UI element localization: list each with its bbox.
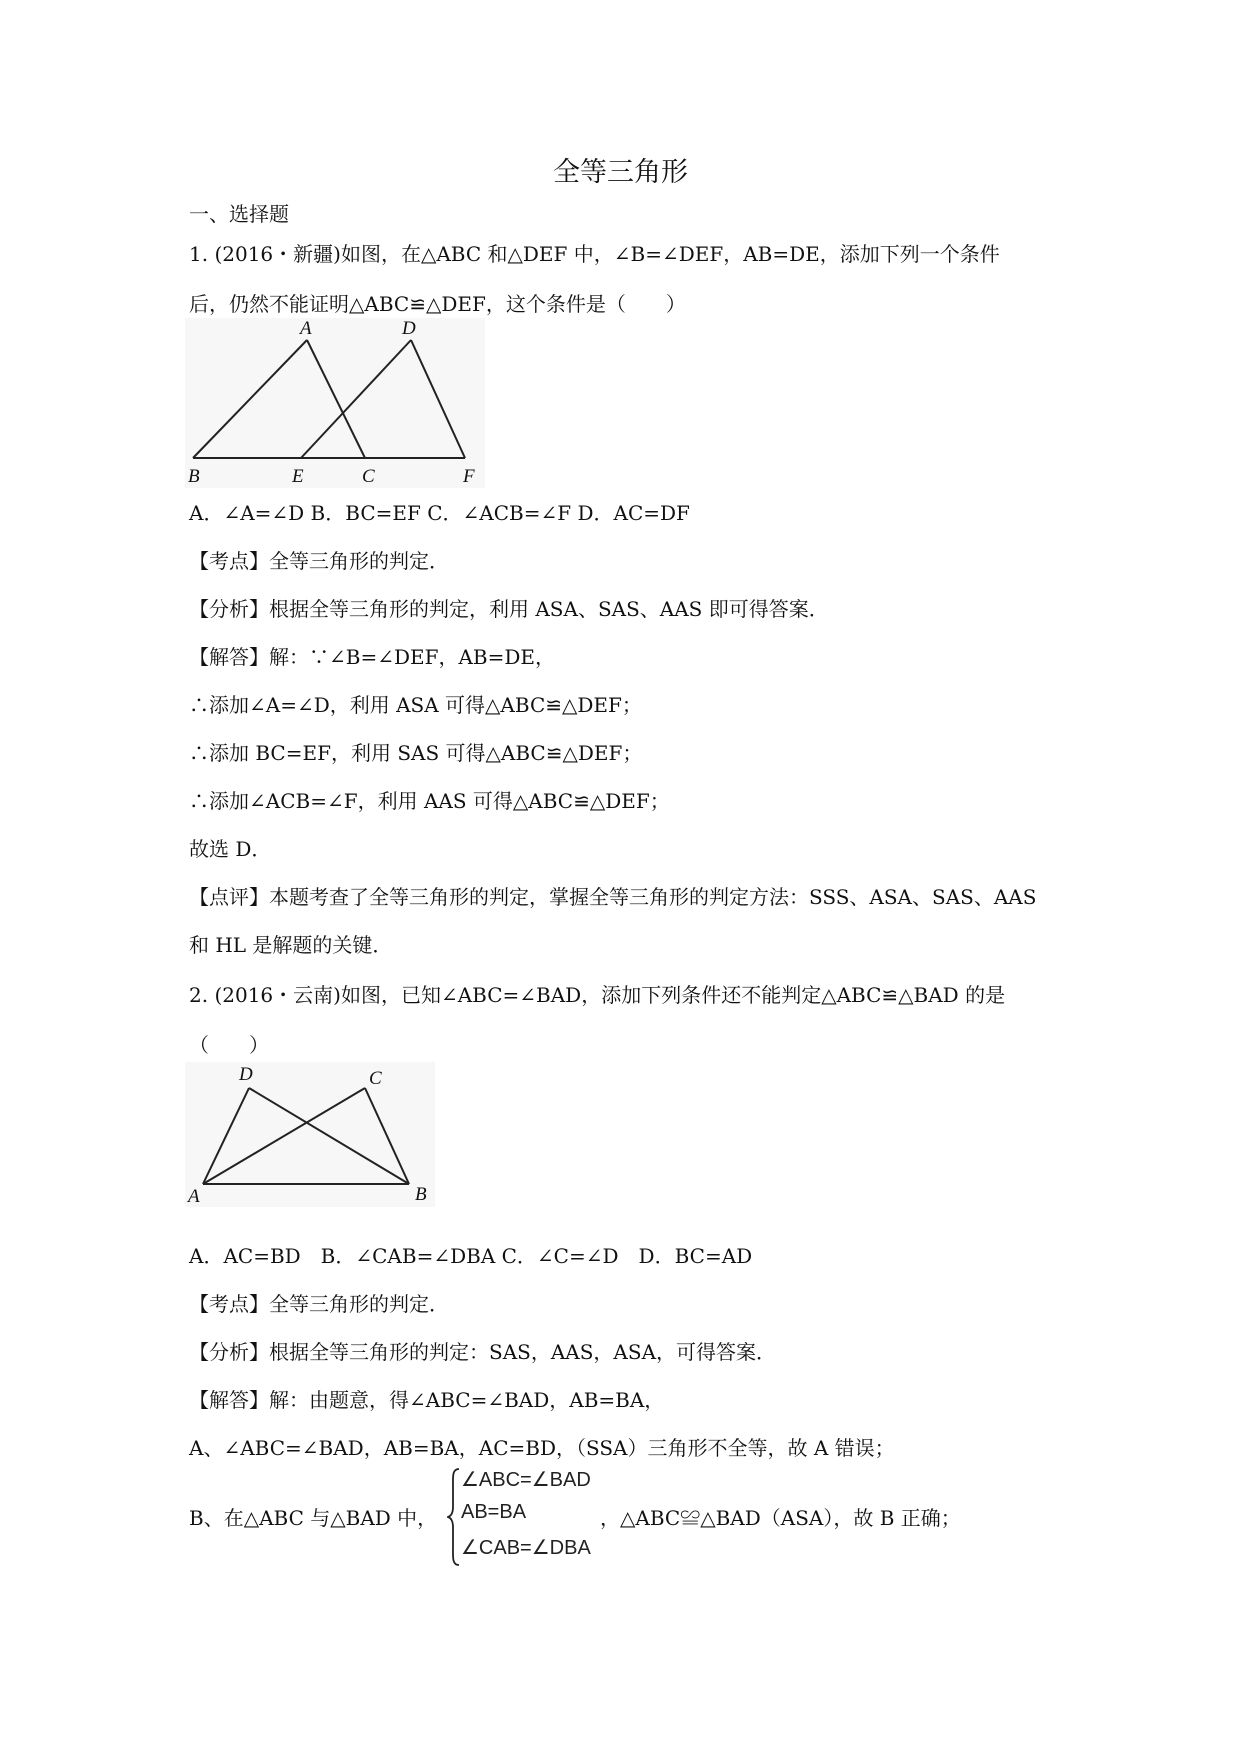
- q2-system-row-2: AB=BA: [461, 1501, 527, 1523]
- q2-line-b-suffix: ，△ABC≌△BAD（ASA），故 B 正确；: [600, 1506, 961, 1530]
- q2-line-b-prefix: B、在△ABC 与△BAD 中，: [189, 1506, 438, 1530]
- q2-system-row-1: ∠ABC=∠BAD: [461, 1469, 591, 1491]
- q2-system-row-3: ∠CAB=∠DBA: [461, 1537, 591, 1559]
- q2-label-d: D: [239, 1064, 253, 1085]
- q1-label-e: E: [292, 466, 304, 487]
- q1-fenxi: 【分析】根据全等三角形的判定，利用 ASA、SAS、AAS 即可得答案．: [189, 597, 829, 621]
- q2-stem-line1: 2. (2016・云南)如图，已知∠ABC=∠BAD，添加下列条件还不能判定△ABC≌△BAD 的是: [189, 983, 1006, 1007]
- page-title: 全等三角形: [553, 157, 688, 188]
- q1-label-b: B: [188, 466, 200, 487]
- q1-label-f: F: [463, 466, 475, 487]
- q1-stem-line2: 后，仍然不能证明△ABC≌△DEF，这个条件是（ ）: [189, 292, 686, 316]
- q1-jieda: 【解答】解：∵∠B=∠DEF，AB=DE，: [189, 645, 556, 669]
- q2-equation-system: [447, 1467, 597, 1567]
- q1-dianping-line1: 【点评】本题考查了全等三角形的判定，掌握全等三角形的判定方法：SSS、ASA、SAS、AAS: [189, 885, 1037, 909]
- section-heading: 一、选择题: [189, 202, 289, 226]
- q1-figure: [185, 318, 485, 488]
- q2-label-a: A: [188, 1186, 200, 1207]
- q2-line-a: A、∠ABC=∠BAD，AB=BA，AC=BD，（SSA）三角形不全等，故 A 错误；: [189, 1436, 895, 1460]
- q1-step-3: ∴添加∠ACB=∠F，利用 AAS 可得△ABC≌△DEF；: [189, 789, 670, 813]
- q1-dianping-line2: 和 HL 是解题的关键．: [189, 933, 393, 957]
- q2-figure: [185, 1062, 435, 1207]
- q1-options: A．∠A=∠D B．BC=EF C．∠ACB=∠F D．AC=DF: [189, 501, 690, 525]
- q1-stem-line1: 1. (2016・新疆)如图，在△ABC 和△DEF 中，∠B=∠DEF，AB=DE，添加下列一个条件: [189, 242, 1000, 266]
- q2-kaodian: 【考点】全等三角形的判定．: [189, 1292, 449, 1316]
- q2-figure-background: [185, 1062, 435, 1207]
- q2-label-c: C: [369, 1068, 382, 1089]
- q2-fenxi: 【分析】根据全等三角形的判定：SAS，AAS，ASA，可得答案．: [189, 1340, 777, 1364]
- q1-label-a: A: [300, 318, 312, 339]
- q1-label-c: C: [362, 466, 375, 487]
- q2-label-b: B: [415, 1184, 427, 1205]
- q2-jieda: 【解答】解：由题意，得∠ABC=∠BAD，AB=BA，: [189, 1388, 665, 1412]
- q1-step-1: ∴添加∠A=∠D，利用 ASA 可得△ABC≌△DEF；: [189, 693, 642, 717]
- q1-kaodian: 【考点】全等三角形的判定．: [189, 549, 449, 573]
- q2-options: A．AC=BD B．∠CAB=∠DBA C．∠C=∠D D．BC=AD: [189, 1244, 753, 1268]
- q2-stem-line2: （ ）: [189, 1033, 269, 1057]
- q1-choice: 故选 D．: [189, 837, 272, 861]
- q1-label-d: D: [402, 318, 416, 339]
- q1-step-2: ∴添加 BC=EF，利用 SAS 可得△ABC≌△DEF；: [189, 741, 643, 765]
- left-brace-icon: [447, 1467, 461, 1567]
